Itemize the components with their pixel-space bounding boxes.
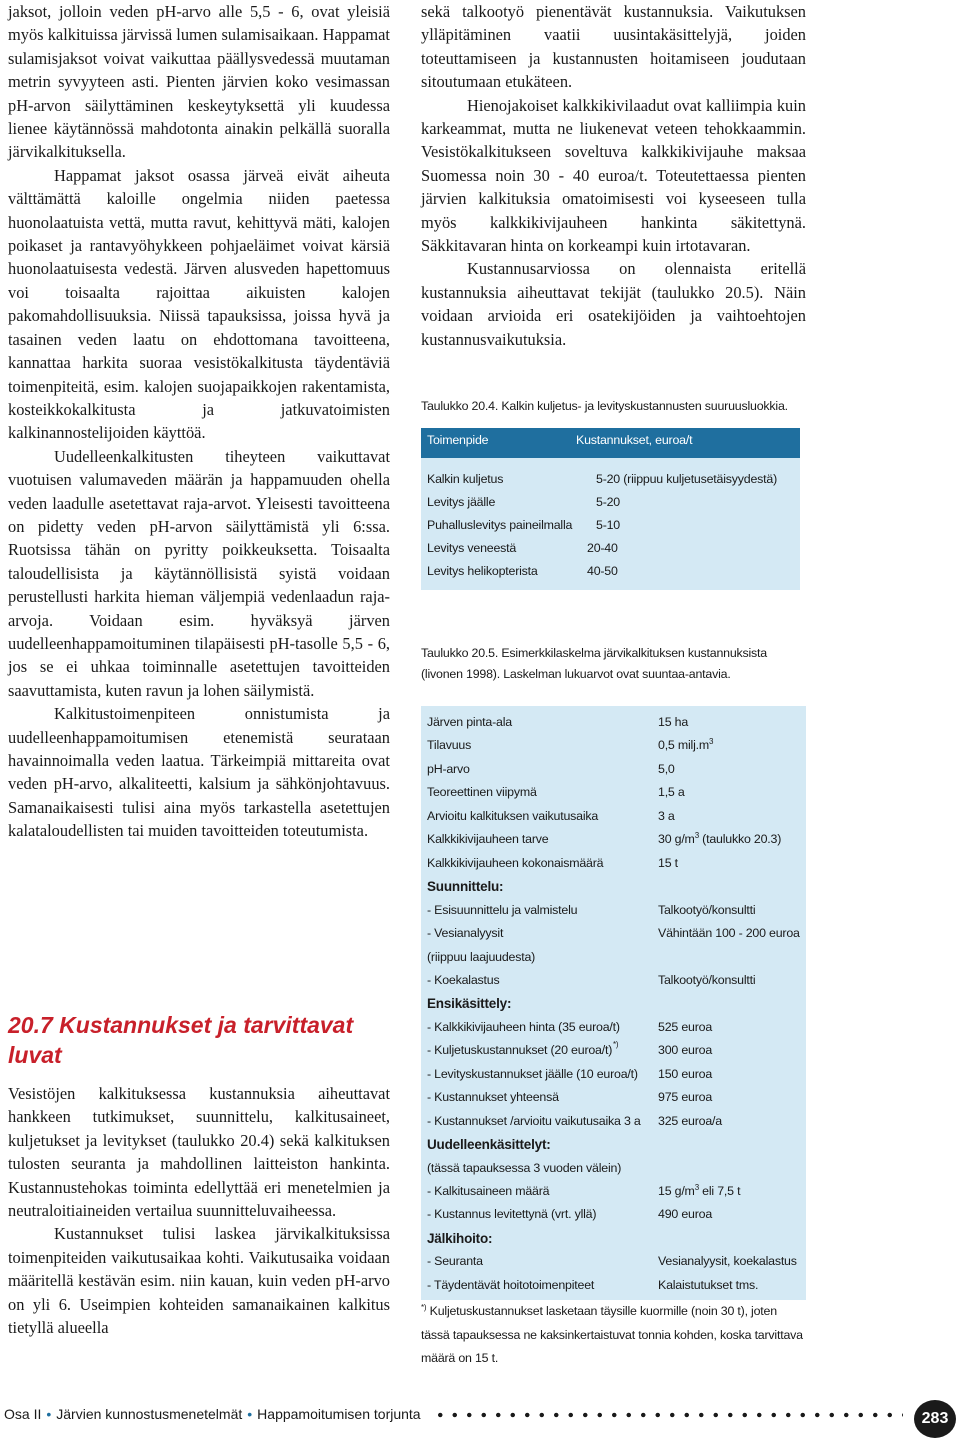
- table-row: [421, 830, 806, 853]
- value-text: Talkootyö/konsultti: [658, 972, 756, 987]
- table-cell-value: [658, 738, 713, 752]
- header-cell: Kustannukset, euroa/t: [576, 433, 693, 447]
- table-cell-label: - Kalkitusaineen määrä: [427, 1184, 550, 1198]
- footer-part: Osa II: [4, 1406, 42, 1422]
- table-cell-label: Kalkkikivijauheen kokonaismäärä: [427, 855, 604, 870]
- table-row: - Kuljetuskustannukset (20 euroa/t) *) 300 euroa: [427, 1040, 713, 1058]
- paragraph: Hienojakoiset kalkkikivilaadut ovat kalliimpia kuin karkeammat, mutta ne liukenevat veteen tehokkaammin. Vesistökalkitukseen soveltuva kalkkikivijauhe maksaa Suomessa noin 30 - 40 euroa/t. Toteutettaessa pienten järvien kalkituksia omatoimisesti voi kyseeseen tulla myös kalkkikivijauheen hankinta säkitettynä. Säkkitavaran hinta on korkeampi kuin irtotavaran.: [421, 95, 806, 256]
- table-row: [421, 472, 800, 495]
- table-cell-label: - Esisuunnittelu ja valmistelu: [427, 902, 578, 917]
- table-row: [421, 713, 806, 736]
- table-caption: Taulukko 20.4. Kalkin kuljetus- ja levityskustannusten suuruusluokkia.: [421, 399, 788, 413]
- value-text: 300 euroa: [658, 1043, 713, 1058]
- table-cell-value: [658, 926, 800, 940]
- table-cell-value: [658, 856, 678, 870]
- paragraph: sekä talkootyö pienentävät kustannuksia. Vaikutuksen ylläpitäminen vaatii uusintakäsittelyjä, joiden toteuttamiseen ja kustannusten hoitamiseen joudutaan sitoutumaan etukäteen.: [421, 2, 806, 92]
- value-text: Vesianalyysit, koekalastus: [658, 1254, 797, 1269]
- page-footer: [0, 1400, 960, 1442]
- value-text: 3 a: [658, 808, 675, 823]
- table-cell-label: - Kustannukset /arvioitu vaikutusaika 3 a: [427, 1113, 641, 1128]
- table-cell-value: [658, 762, 675, 776]
- table-section-heading: [421, 1229, 806, 1252]
- table-cell: Kalkin kuljetus: [427, 472, 504, 486]
- table-cell-label: Suunnittelu:: [427, 879, 504, 895]
- table-row: [421, 971, 806, 994]
- table-section-heading: [421, 994, 806, 1017]
- table-row: [421, 1252, 806, 1275]
- table-cell-label: (tässä tapauksessa 3 vuoden välein): [427, 1160, 622, 1175]
- table-row: [421, 541, 800, 564]
- paragraph: Uudelleenkalkitusten tiheyteen vaikuttavat vuotuisen valumaveden määrän ja happamuuden ohella veden laadulle asetettavat raja-arvot. Yleisesti tavoitteena on pidetty veden pH-arvon säilyttämistä yli 6:ssa. Ruotsissa tähän on pyritty poikkeuksetta. Toisaalta taloudellisista ja käytännöllisistä syistä voidaan perustellusti harkita hieman väljempiä vedenlaadun raja-arvoja. Voidaan esim. hyväksyä järven uudelleenhappamoituminen tilapäisesti pH-tasolle 5,5 - 6, jos se ei uhkaa toiminnalle asetettujen tavoitteiden saavuttamista, kuten ravun ja lohen säilymistä.: [8, 446, 390, 700]
- paragraph: Kalkitustoimenpiteen onnistumista ja uudelleenhappamoitumisen etenemistä seurataan havainnoimalla veden laatua. Tärkeimpiä mittareita ovat veden pH-arvo, alkaliteetti, kalsium ja sähkönjohtavuus. Samanaikaisesti tulisi aina myös tarkastella asetettujen kalataloudellisten tai muiden tavoitteiden toteutumista.: [8, 704, 390, 841]
- left-column: [8, 0, 390, 843]
- section-title: 20.7 Kustannukset ja tarvittavat luvat: [8, 1012, 354, 1068]
- table-row: [421, 760, 806, 783]
- footnote-text: Kuljetuskustannukset lasketaan täysille kuormille (noin 30 t), joten tässä tapauksessa ne kaksinkertaistuvat tonnia kohden, koska tarvittava määrä on 15 t.: [421, 1304, 803, 1365]
- table-cell-value: [658, 1278, 758, 1292]
- table-cell: Levitys helikopterista: [427, 564, 538, 578]
- table-cell: 20-40: [587, 541, 618, 555]
- table-cell-value: [658, 832, 781, 846]
- value-text: 975 euroa: [658, 1090, 713, 1105]
- table-row: [421, 901, 806, 924]
- page-number: 283: [914, 1400, 956, 1438]
- header-cell: Toimenpide: [427, 433, 489, 447]
- table-row: [421, 924, 806, 947]
- table-cell-value: [658, 1184, 740, 1198]
- table-cell: 40-50: [587, 564, 618, 578]
- table-cell-label: - Seuranta: [427, 1254, 483, 1269]
- paragraph: Kustannukset tulisi laskea järvikalkituksissa toimenpiteiden vaikutusaikaa kohti. Vaikutusaika voidaan määritellä kestävän esim. niin kauan, kuin veden pH-arvo on yli 6. Useimpien kohteiden samanaikainen kalkitus tietyllä alueella: [8, 1224, 390, 1338]
- table-cell: 5-20 (riippuu kuljetusetäisyydestä): [596, 472, 778, 486]
- table-cell-value: [658, 1254, 797, 1268]
- dotted-leader: [433, 1412, 903, 1418]
- table-row: [421, 1065, 806, 1088]
- value-text: 15 t: [658, 855, 678, 870]
- paragraph: Kustannusarviossa on olennaista eritellä kustannuksia aiheuttavat tekijät (taulukko 20.5). Näin voidaan arvioida eri osatekijöiden ja vaihtoehtojen kustannusvaikutuksia.: [421, 259, 806, 349]
- table-row: [421, 807, 806, 830]
- table-cell: 5-20: [596, 495, 620, 509]
- table-row: [421, 1159, 806, 1182]
- table-section-heading: [421, 877, 806, 900]
- table-row: [421, 564, 800, 587]
- table-section-heading: [421, 1135, 806, 1158]
- table-cell-value: [658, 785, 685, 799]
- table-cell: 5-10: [596, 518, 620, 532]
- table-cell-value: [658, 715, 688, 729]
- paragraph: Vesistöjen kalkituksessa kustannuksia aiheuttavat hankkeen tutkimukset, suunnittelu, kalkitusaineet, kuljetukset ja levitykset (taulukko 20.4) sekä kalkituksen tulosten seuranta ja mahdollinen laitteiston hankinta. Kustannustehokas toiminta edellyttää eri menetelmien ja neutraloitiaineiden vertailua suunnitteluvaiheessa.: [8, 1084, 390, 1221]
- table-cell: Puhalluslevitys paineilmalla: [427, 518, 573, 532]
- cost-example-table-20-5: [421, 706, 806, 1300]
- value-text: Kalaistutukset tms.: [658, 1277, 759, 1292]
- value-text: 5,0: [658, 761, 675, 776]
- value-text: 30 g/m: [658, 832, 695, 847]
- bullet-icon: •: [247, 1406, 253, 1422]
- table-cell-value: [658, 1090, 712, 1104]
- right-column: [421, 0, 806, 351]
- paragraph: Happamat jaksot osassa järveä eivät aiheuta välttämättä kaloille ongelmia niiden paetessa huonolaatuista vettä, mutta ravut, kehittyvä mäti, kalojen poikaset ja rantavyöhykkeen pohjaeläimet voivat kärsiä huonolaatuisesta vedestä. Järven alusveden hapettomuus voi toisaalta rajoittaa aikuisten kalojen pakomahdollisuuksia. Niissä tapauksissa, joissa hyvä ja tasainen veden laatu on ehdottomana tavoitteena, kannattaa harkita suoraa vesistökalkitusta täydentäviä toimenpiteitä, esim. kalojen suojapaikkojen rakentamista, kosteikkokalkitusta ja jatkuvatoimisten kalkinannostelijoiden käyttöä.: [8, 165, 390, 443]
- table-row: [421, 1112, 806, 1135]
- table-cell: Levitys veneestä: [427, 541, 517, 555]
- value-text: eli 7,5 t: [698, 1184, 741, 1198]
- value-text: 150 euroa: [658, 1066, 713, 1081]
- table-cell-value: [658, 809, 675, 823]
- table-cell-label: Kalkkikivijauheen tarve: [427, 832, 549, 847]
- table-cell-label: pH-arvo: [427, 761, 470, 776]
- left-column-lower: [8, 1082, 390, 1339]
- table-cell-value: [658, 903, 755, 917]
- table-cell-label: Järven pinta-ala: [427, 715, 512, 729]
- table-row: [421, 736, 806, 759]
- table-row: [421, 495, 800, 518]
- table-caption: Taulukko 20.5. Esimerkkilaskelma järvikalkituksen kustannuksista (livonen 1998). Laskelman lukuarvot ovat suuntaa-antavia.: [421, 646, 767, 681]
- table-header: [421, 428, 800, 458]
- paragraph: jaksot, jolloin veden pH-arvo alle 5,5 - 6, ovat yleisiä myös kalkituissa järvissä lumen sulamisaikaan. Happamat sulamisjaksot voivat vaikuttaa päällysvedessä muutaman metrin syvyyteen asti. Pienten järvien koko vesimassan pH-arvon säilyttäminen keskeytyksettä yli kuudessa lienee käytännössä mahdotonta ainakin pelkällä suoralla järvikalkituksella.: [8, 2, 390, 162]
- table-row: [421, 783, 806, 806]
- value-text: 0,5 milj.m: [658, 738, 710, 753]
- footer-topic: Happamoitumisen torjunta: [257, 1406, 421, 1422]
- table-row: [421, 1205, 806, 1228]
- footer-chapter: Järvien kunnostusmenetelmät: [56, 1406, 243, 1422]
- value-text: 15 ha: [658, 715, 689, 729]
- table-cell-label: Ensikäsittely:: [427, 996, 512, 1012]
- cost-table-20-4: [421, 428, 800, 590]
- table-cell-label: - Kustannus levitettynä (vrt. yllä): [427, 1207, 597, 1222]
- value-text: 490 euroa: [658, 1207, 713, 1222]
- value-text: Vähintään 100 - 200 euroa: [658, 926, 800, 941]
- value-text: Talkootyö/konsultti: [658, 902, 756, 917]
- value-text: 15 g/m: [658, 1184, 695, 1198]
- table-row: [421, 854, 806, 877]
- table-cell-value: [658, 1067, 712, 1081]
- table-cell-label: (riippuu laajuudesta): [427, 949, 536, 964]
- footer-breadcrumb: [4, 1406, 421, 1422]
- table-cell-label: Tilavuus: [427, 738, 472, 753]
- superscript: 3: [709, 737, 714, 747]
- value-text: 325 euroa/a: [658, 1113, 722, 1128]
- table-row: [421, 1276, 806, 1299]
- value-text: 1,5 a: [658, 785, 685, 800]
- table-row: [421, 948, 806, 971]
- table-cell-label: Teoreettinen viipymä: [427, 785, 537, 800]
- footnote-mark: *): [421, 1302, 427, 1312]
- table-row: [421, 518, 800, 541]
- table-cell-value: [658, 1043, 712, 1057]
- table-cell-label: Uudelleenkäsittelyt:: [427, 1137, 551, 1153]
- table-row: [421, 1088, 806, 1111]
- superscript: 3: [694, 1182, 699, 1192]
- table-cell-value: [658, 1207, 712, 1221]
- table-cell-label: Arvioitu kalkituksen vaikutusaika: [427, 808, 599, 823]
- table-cell-value: [658, 973, 755, 987]
- table-row: [421, 1018, 806, 1041]
- table-cell-label: - Täydentävät hoitotoimenpiteet: [427, 1277, 595, 1292]
- table-cell-value: [658, 1114, 722, 1128]
- table-row: [421, 1182, 806, 1205]
- table-cell-label: - Levityskustannukset jäälle (10 euroa/t): [427, 1066, 638, 1081]
- table-cell-label: - Koekalastus: [427, 972, 500, 987]
- table-cell-label: - Kalkkikivijauheen hinta (35 euroa/t): [427, 1019, 620, 1034]
- table-cell-label: Jälkihoito:: [427, 1230, 493, 1246]
- bullet-icon: •: [46, 1406, 52, 1422]
- table-cell-label: - Kustannukset yhteensä: [427, 1090, 559, 1105]
- value-text: (taulukko 20.3): [698, 832, 782, 847]
- table-cell-label: - Kuljetuskustannukset (20 euroa/t): [427, 1043, 613, 1058]
- table-cell-label: - Vesianalyysit: [427, 926, 504, 941]
- superscript: 3: [694, 831, 699, 841]
- table-cell-value: [658, 1020, 712, 1034]
- value-text: 525 euroa: [658, 1019, 713, 1034]
- table-cell: Levitys jäälle: [427, 495, 496, 509]
- table-footnote: [421, 1300, 806, 1371]
